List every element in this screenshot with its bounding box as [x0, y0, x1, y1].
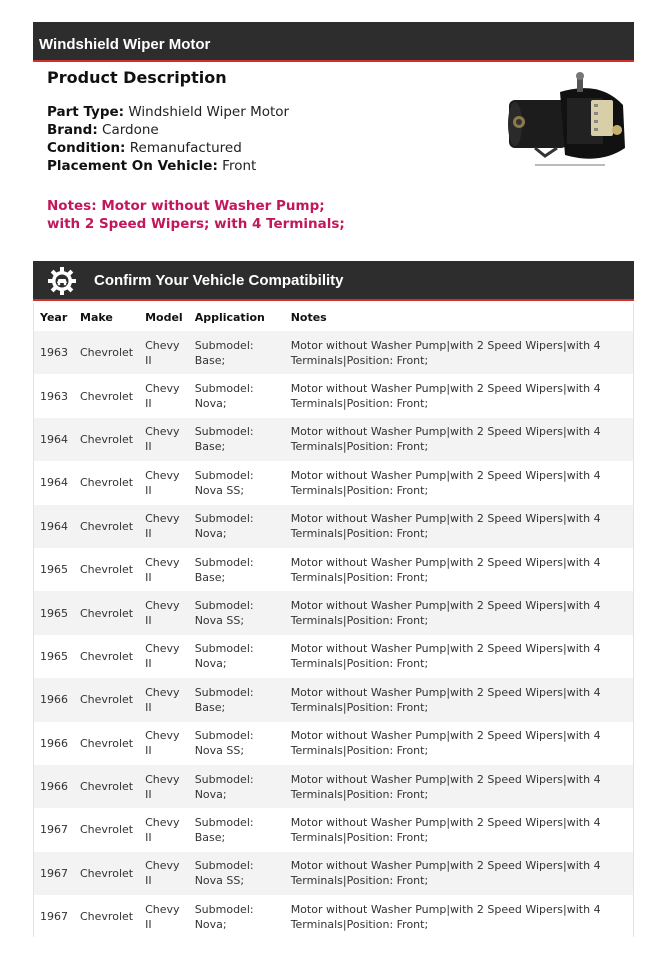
cell-make: Chevrolet [80, 910, 134, 924]
cell-make: Chevrolet [80, 693, 134, 707]
cell-model: Chevy II [145, 902, 180, 931]
cell-application: Submodel: Nova SS; [194, 859, 254, 888]
cell-notes: Motor without Washer Pump|with 2 Speed Wipers|with 4 Terminals|Position: Front; [290, 468, 601, 497]
table-row [34, 635, 633, 678]
table-row [34, 895, 633, 938]
cell-application: Submodel: Base; [194, 815, 254, 844]
cell-year: 1963 [40, 346, 68, 360]
table-row [34, 591, 633, 634]
cell-make: Chevrolet [80, 432, 134, 446]
spec-label: Condition: [47, 140, 126, 156]
spec-part-type [47, 104, 289, 120]
cell-application: Submodel: Base; [194, 555, 254, 584]
product-title: Windshield Wiper Motor [39, 36, 211, 53]
cell-model: Chevy II [145, 729, 180, 758]
compatibility-bar [33, 261, 634, 301]
spec-label: Brand: [47, 122, 98, 138]
cell-make: Chevrolet [80, 346, 134, 360]
cell-application: Submodel: Nova; [194, 512, 254, 541]
table-row [34, 461, 633, 504]
cell-make: Chevrolet [80, 563, 134, 577]
cell-application: Submodel: Nova SS; [194, 468, 254, 497]
cell-year: 1965 [40, 563, 68, 577]
cell-year: 1967 [40, 866, 68, 880]
spec-label: Part Type: [47, 104, 125, 120]
wiper-motor-image [505, 70, 635, 172]
notes-line-1: Motor without Washer Pump; [101, 198, 325, 214]
cell-make: Chevrolet [80, 389, 134, 403]
spec-condition [47, 140, 242, 156]
cell-notes: Motor without Washer Pump|with 2 Speed Wipers|with 4 Terminals|Position: Front; [290, 729, 601, 758]
table-row [34, 722, 633, 765]
cell-application: Submodel: Nova; [194, 902, 254, 931]
spec-brand [47, 122, 159, 138]
cell-notes: Motor without Washer Pump|with 2 Speed Wipers|with 4 Terminals|Position: Front; [290, 425, 601, 454]
table-row [34, 765, 633, 808]
cell-application: Submodel: Nova; [194, 642, 254, 671]
table-header-row [34, 303, 633, 331]
cell-notes: Motor without Washer Pump|with 2 Speed Wipers|with 4 Terminals|Position: Front; [290, 338, 601, 367]
cell-year: 1965 [40, 649, 68, 663]
cell-notes: Motor without Washer Pump|with 2 Speed Wipers|with 4 Terminals|Position: Front; [290, 642, 601, 671]
cell-model: Chevy II [145, 338, 180, 367]
cell-year: 1964 [40, 519, 68, 533]
cell-year: 1966 [40, 693, 68, 707]
cell-application: Submodel: Nova SS; [194, 729, 254, 758]
spec-value: Remanufactured [129, 140, 242, 156]
table-row [34, 852, 633, 895]
cell-model: Chevy II [145, 685, 180, 714]
spec-value: Front [222, 158, 257, 174]
cell-make: Chevrolet [80, 866, 134, 880]
compatibility-title: Confirm Your Vehicle Compatibility [94, 272, 344, 289]
cell-year: 1963 [40, 389, 68, 403]
header-model: Model [145, 310, 183, 324]
header-application: Application [194, 310, 265, 324]
cell-make: Chevrolet [80, 823, 134, 837]
cell-notes: Motor without Washer Pump|with 2 Speed Wipers|with 4 Terminals|Position: Front; [290, 685, 601, 714]
cell-model: Chevy II [145, 512, 180, 541]
cell-year: 1964 [40, 432, 68, 446]
product-title-bar [33, 22, 634, 62]
notes-label: Notes: [47, 198, 97, 214]
cell-make: Chevrolet [80, 780, 134, 794]
cell-make: Chevrolet [80, 519, 134, 533]
header-notes: Notes [290, 310, 327, 324]
header-year: Year [40, 310, 68, 324]
cell-make: Chevrolet [80, 736, 134, 750]
description-title: Product Description [47, 68, 227, 87]
cell-notes: Motor without Washer Pump|with 2 Speed Wipers|with 4 Terminals|Position: Front; [290, 772, 601, 801]
cell-year: 1967 [40, 823, 68, 837]
cell-application: Submodel: Base; [194, 685, 254, 714]
cell-application: Submodel: Nova; [194, 772, 254, 801]
cell-year: 1966 [40, 780, 68, 794]
table-row [34, 374, 633, 417]
table-row [34, 418, 633, 461]
cell-year: 1966 [40, 736, 68, 750]
cell-notes: Motor without Washer Pump|with 2 Speed Wipers|with 4 Terminals|Position: Front; [290, 815, 601, 844]
cell-year: 1967 [40, 910, 68, 924]
spec-placement [47, 158, 256, 174]
cell-notes: Motor without Washer Pump|with 2 Speed Wipers|with 4 Terminals|Position: Front; [290, 382, 601, 411]
cell-model: Chevy II [145, 599, 180, 628]
header-make: Make [80, 310, 113, 324]
cell-notes: Motor without Washer Pump|with 2 Speed Wipers|with 4 Terminals|Position: Front; [290, 902, 601, 931]
table-row [34, 678, 633, 721]
table-row [34, 548, 633, 591]
cell-model: Chevy II [145, 382, 180, 411]
cell-model: Chevy II [145, 815, 180, 844]
product-notes [47, 197, 347, 233]
cell-year: 1964 [40, 476, 68, 490]
cell-make: Chevrolet [80, 476, 134, 490]
cell-notes: Motor without Washer Pump|with 2 Speed Wipers|with 4 Terminals|Position: Front; [290, 599, 601, 628]
cell-application: Submodel: Base; [194, 338, 254, 367]
cell-application: Submodel: Base; [194, 425, 254, 454]
cell-application: Submodel: Nova; [194, 382, 254, 411]
cell-notes: Motor without Washer Pump|with 2 Speed Wipers|with 4 Terminals|Position: Front; [290, 512, 601, 541]
cell-application: Submodel: Nova SS; [194, 599, 254, 628]
cell-notes: Motor without Washer Pump|with 2 Speed Wipers|with 4 Terminals|Position: Front; [290, 555, 601, 584]
cell-model: Chevy II [145, 772, 180, 801]
cell-year: 1965 [40, 606, 68, 620]
table-row [34, 808, 633, 851]
cell-model: Chevy II [145, 642, 180, 671]
spec-value: Windshield Wiper Motor [128, 104, 290, 120]
notes-line-2: with 2 Speed Wipers; with 4 Terminals; [47, 216, 345, 232]
cell-model: Chevy II [145, 468, 180, 497]
cell-model: Chevy II [145, 425, 180, 454]
compatibility-table [33, 303, 634, 937]
cell-make: Chevrolet [80, 649, 134, 663]
table-row [34, 331, 633, 374]
cell-notes: Motor without Washer Pump|with 2 Speed Wipers|with 4 Terminals|Position: Front; [290, 859, 601, 888]
cell-model: Chevy II [145, 859, 180, 888]
spec-value: Cardone [102, 122, 159, 138]
spec-label: Placement On Vehicle: [47, 158, 218, 174]
table-row [34, 505, 633, 548]
gear-car-icon [47, 266, 77, 296]
cell-make: Chevrolet [80, 606, 134, 620]
cell-model: Chevy II [145, 555, 180, 584]
